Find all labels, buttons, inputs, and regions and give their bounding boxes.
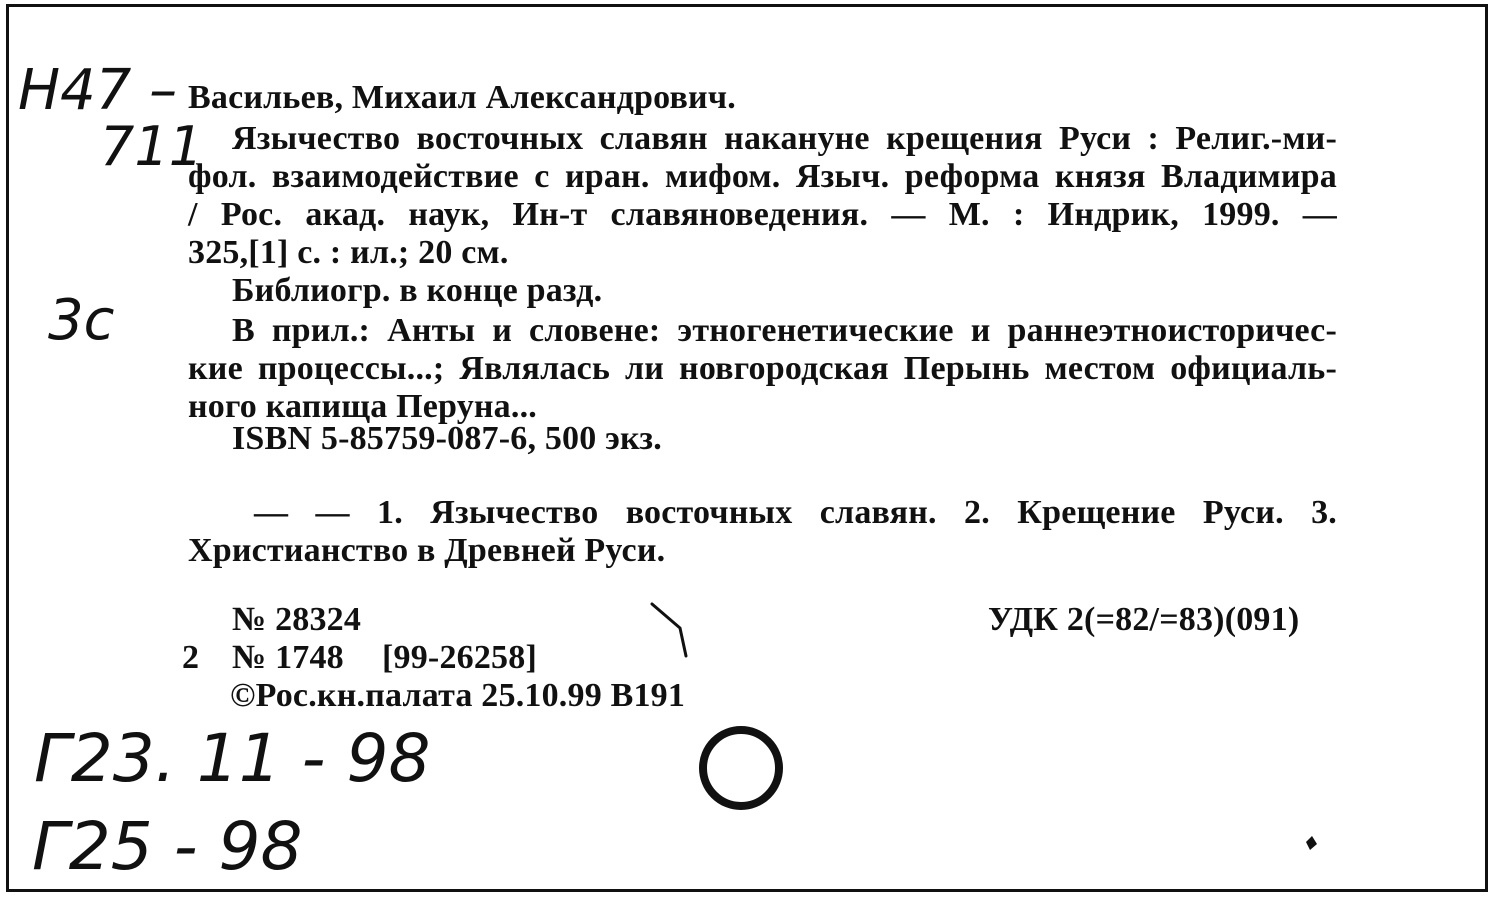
shelfmark-line2: 711 <box>100 115 204 178</box>
subjects-line-1: — — 1. Язычество восточных славян. 2. Крещение Руси. 3. <box>254 494 1337 531</box>
handwritten-date-2: Г25 - 98 <box>32 808 303 885</box>
pen-tick-mark <box>652 604 686 656</box>
shelfmark-line1: Н47 – <box>18 58 178 123</box>
appendix-line-3: ного капища Перуна... <box>188 388 537 425</box>
title-line-4: 325,[1] с. : ил.; 20 см. <box>188 234 509 271</box>
ink-speck <box>1306 836 1317 850</box>
record-number: № 1748 <box>232 639 344 676</box>
handwritten-date-1: Г23. 11 - 98 <box>34 720 431 797</box>
isbn-line: ISBN 5-85759-087-6, 500 экз. <box>232 420 662 457</box>
copy-count: 2 <box>182 639 200 676</box>
accession-number: № 28324 <box>232 601 362 638</box>
title-line-3: / Рос. акад. наук, Ин-т славяноведения. — М. : Индрик, 1999. — <box>188 196 1337 233</box>
title-line-2: фол. взаимодействие с иран. мифом. Языч. реформа князя Владимира <box>188 158 1337 195</box>
author-heading: Васильев, Михаил Александрович. <box>188 79 736 116</box>
copyright-line: ©Рос.кн.палата 25.10.99 В191 <box>230 677 686 714</box>
bibliography-note: Библиогр. в конце разд. <box>232 272 603 309</box>
classification-code: 3с <box>48 288 115 353</box>
appendix-line-2: кие процессы...; Являлась ли новгородская Перынь местом официаль- <box>188 350 1337 387</box>
appendix-line-1: В прил.: Анты и словене: этногенетические и раннеэтноисторичес- <box>232 312 1337 349</box>
subjects-line-2: Христианство в Древней Руси. <box>188 532 666 569</box>
udk-code: УДК 2(=82/=83)(091) <box>988 601 1300 638</box>
title-line-1: Язычество восточных славян накануне крещения Руси : Религ.-ми- <box>232 120 1337 157</box>
record-code: [99-26258] <box>382 639 537 676</box>
circle-stamp <box>703 730 779 806</box>
